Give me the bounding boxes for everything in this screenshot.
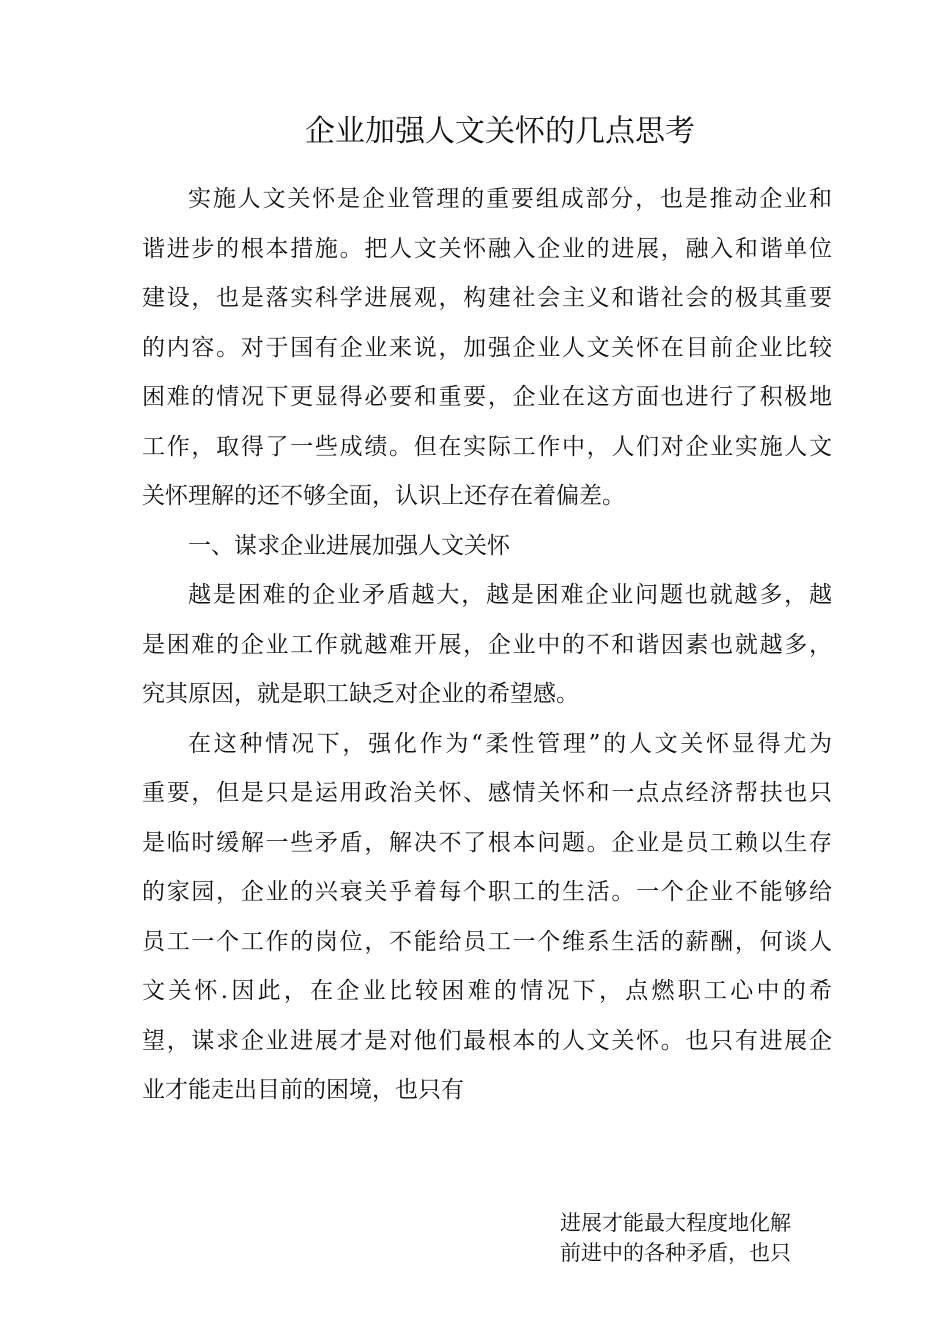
paragraph-line: 关怀理解的还不够全面，认识上还存在着偏差。 <box>142 483 625 509</box>
paragraph-line: 实施人文关怀是企业管理的重要组成部分，也是推动企业和 <box>188 186 832 212</box>
paragraph-line: 的内容。对于国有企业来说，加强企业人文关怀在目前企业比较 <box>142 334 832 361</box>
document-body <box>142 175 832 1116</box>
paragraph-line: 是困难的企业工作就越难开展，企业中的不和谐因素也就越多， <box>142 631 832 658</box>
document-title: 企业加强人文关怀的几点思考 <box>305 114 695 149</box>
paragraph-line: 越是困难的企业矛盾越大，越是困难企业问题也就越多，越 <box>188 582 832 608</box>
paragraph-line: 工作，取得了一些成绩。但在实际工作中，人们对企业实施人文 <box>142 433 832 460</box>
page-footer-text <box>560 1208 830 1268</box>
paragraph-line: 在这种情况下，强化作为“柔性管理”的人文关怀显得尤为 <box>188 730 832 757</box>
paragraph-line: 业才能走出目前的困境，也只有 <box>142 1077 464 1103</box>
footer-line: 前进中的各种矛盾，也只 <box>560 1241 791 1265</box>
paragraph-line: 究其原因，就是职工缺乏对企业的希望感。 <box>142 681 579 707</box>
paragraph-line: 员工一个工作的岗位，不能给员工一个维系生活的薪酬，何谈人 <box>142 928 832 955</box>
paragraph-line: 困难的情况下更显得必要和重要，企业在这方面也进行了积极地 <box>142 384 832 410</box>
paragraph-line: 是临时缓解一些矛盾，解决不了根本问题。企业是员工赖以生存 <box>142 829 832 856</box>
paragraph-line: 的家园，企业的兴衰关乎着每个职工的生活。一个企业不能够给 <box>142 879 832 905</box>
paragraph-line: 重要，但是只是运用政治关怀、感情关怀和一点点经济帮扶也只 <box>142 780 832 806</box>
paragraph-line: 望，谋求企业进展才是对他们最根本的人文关怀。也只有进展企 <box>142 1027 832 1054</box>
paragraph-line: 建设，也是落实科学进展观，构建社会主义和谐社会的极其重要 <box>142 285 832 311</box>
paragraph-line: 文关怀.因此，在企业比较困难的情况下，点燃职工心中的希 <box>142 978 832 1004</box>
paragraph-line: 谐进步的根本措施。把人文关怀融入企业的进展，融入和谐单位 <box>142 235 832 262</box>
footer-line: 进展才能最大程度地化解 <box>560 1211 791 1235</box>
section-heading: 一、谋求企业进展加强人文关怀 <box>188 532 510 559</box>
